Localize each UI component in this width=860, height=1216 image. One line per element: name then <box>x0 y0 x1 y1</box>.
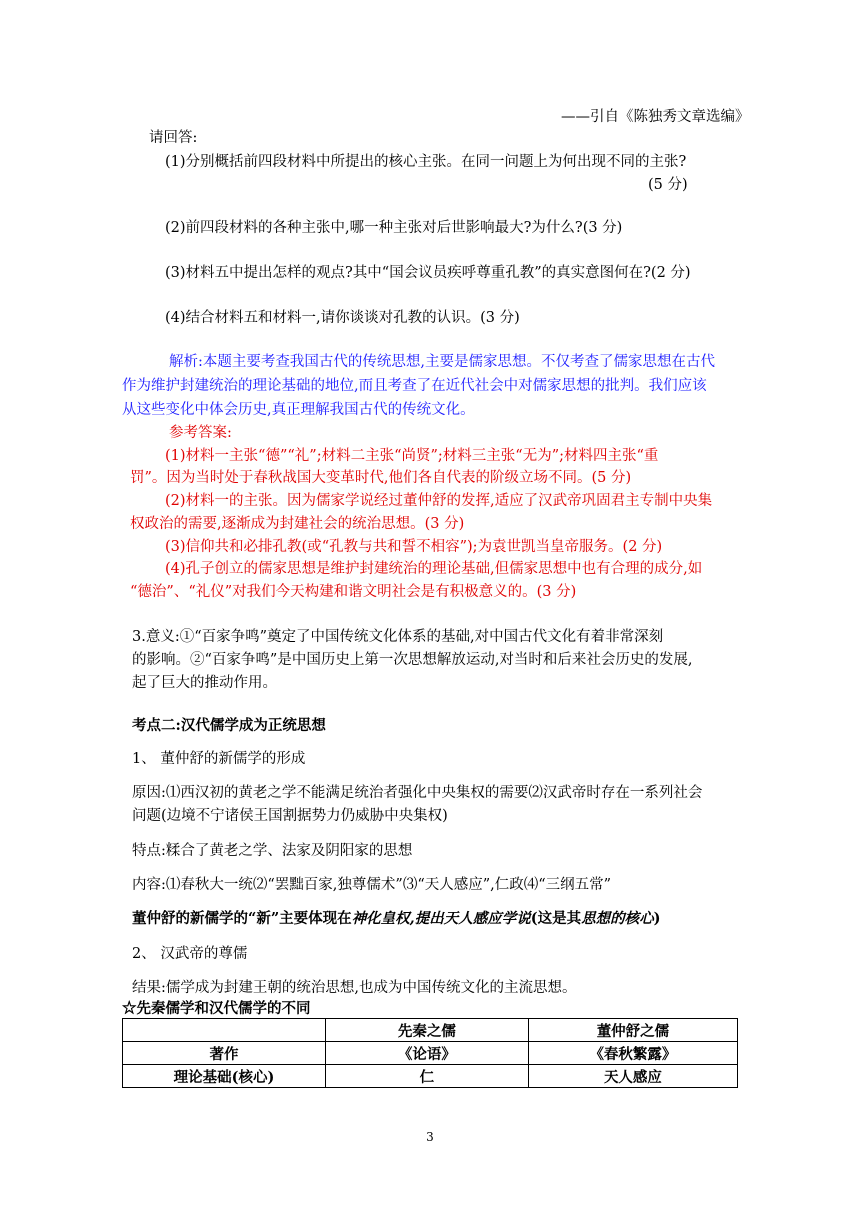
table-row <box>123 1065 738 1088</box>
significance-2: 的影响。②“百家争鸣”是中国历史上第一次思想解放运动,对当时和后来社会历史的发展, <box>132 652 693 668</box>
question-4: (4)结合材料五和材料一,请你谈谈对孔教的认识。(3 分) <box>165 310 520 326</box>
subheading-2: 2、 汉武帝的尊儒 <box>132 946 248 962</box>
emphasis-part4: 思想的核心 <box>581 910 654 927</box>
emphasis-part5: ) <box>653 910 661 927</box>
content: 内容:⑴春秋大一统⑵“罢黜百家,独尊儒术”⑶“天人感应”,仁政⑷“三纲五常” <box>132 877 612 893</box>
reason-line-2: 问题(边境不宁诸侯王国割据势力仍威胁中央集权) <box>132 808 448 824</box>
emphasis-part2: 神化皇权,提出天人感应学说 <box>351 910 531 927</box>
table-header-cell: 董仲舒之儒 <box>528 1019 737 1042</box>
answer-title: 参考答案: <box>169 425 232 441</box>
significance-1: 3.意义:①“百家争鸣”奠定了中国传统文化体系的基础,对中国古代文化有着非常深刻 <box>132 629 664 645</box>
answer-4a: (4)孔子创立的儒家思想是维护封建统治的理论基础,但儒家思想中也有合理的成分,如 <box>165 561 703 577</box>
answer-4b: “德治”、“礼仪”对我们今天构建和谐文明社会是有积极意义的。(3 分) <box>130 584 577 600</box>
answer-2b: 权政治的需要,逐渐成为封建社会的统治思想。(3 分) <box>130 516 465 532</box>
table-cell: 天人感应 <box>528 1065 737 1088</box>
result: 结果:儒学成为封建王朝的统治思想,也成为中国传统文化的主流思想。 <box>132 980 577 996</box>
table-header-cell <box>123 1019 326 1042</box>
quote-source: ——引自《陈独秀文章选编》 <box>561 109 750 125</box>
emphasis-line <box>132 909 661 929</box>
table-header-cell: 先秦之儒 <box>325 1019 528 1042</box>
table-cell: 著作 <box>123 1042 326 1065</box>
table-cell: 仁 <box>325 1065 528 1088</box>
table-cell: 《论语》 <box>325 1042 528 1065</box>
features: 特点:糅合了黄老之学、法家及阴阳家的思想 <box>132 843 413 859</box>
subheading-1: 1、 董仲舒的新儒学的形成 <box>132 751 306 767</box>
table-row <box>123 1042 738 1065</box>
table-title: ☆先秦儒学和汉代儒学的不同 <box>122 1000 311 1017</box>
emphasis-part3: (这是其 <box>530 910 582 927</box>
analysis-line-3: 从这些变化中体会历史,真正理解我国古代的传统文化。 <box>122 402 475 418</box>
analysis-line-2: 作为维护封建统治的理论基础的地位,而且考查了在近代社会中对儒家思想的批判。我们应该 <box>122 378 707 394</box>
reason-line-1: 原因:⑴西汉初的黄老之学不能满足统治者强化中央集权的需要⑵汉武帝时存在一系列社会 <box>132 785 703 801</box>
answer-1b: 罚”。因为当时处于春秋战国大变革时代,他们各自代表的阶级立场不同。(5 分) <box>130 470 632 486</box>
answer-1a: (1)材料一主张“德”“礼”;材料二主张“尚贤”;材料三主张“无为”;材料四主张“重 <box>165 448 659 464</box>
answer-3: (3)信仰共和必排孔教(或“孔教与共和誓不相容”);为袁世凯当皇帝服务。(2 分) <box>165 539 663 555</box>
question-1: (1)分别概括前四段材料中所提出的核心主张。在同一问题上为何出现不同的主张? <box>165 154 687 170</box>
analysis-line-1: 解析:本题主要考查我国古代的传统思想,主要是儒家思想。不仅考查了儒家思想在古代 <box>169 354 715 370</box>
question-1-score: (5 分) <box>648 177 688 193</box>
table-cell: 理论基础(核心) <box>123 1065 326 1088</box>
question-3: (3)材料五中提出怎样的观点?其中“国会议员疾呼尊重孔教”的真实意图何在?(2 分) <box>165 265 691 281</box>
table-cell: 《春秋繁露》 <box>528 1042 737 1065</box>
comparison-table <box>122 1018 738 1088</box>
significance-3: 起了巨大的推动作用。 <box>132 675 277 691</box>
table-header-row <box>123 1019 738 1042</box>
answer-2a: (2)材料一的主张。因为儒家学说经过董仲舒的发挥,适应了汉武帝巩固君主专制中央集 <box>165 493 713 509</box>
section-title: 考点二:汉代儒学成为正统思想 <box>132 717 326 734</box>
page-number: 3 <box>426 1130 434 1144</box>
emphasis-part1: 董仲舒的新儒学的“新”主要体现在 <box>132 910 352 927</box>
prompt: 请回答: <box>149 130 198 146</box>
question-2: (2)前四段材料的各种主张中,哪一种主张对后世影响最大?为什么?(3 分) <box>165 220 623 236</box>
